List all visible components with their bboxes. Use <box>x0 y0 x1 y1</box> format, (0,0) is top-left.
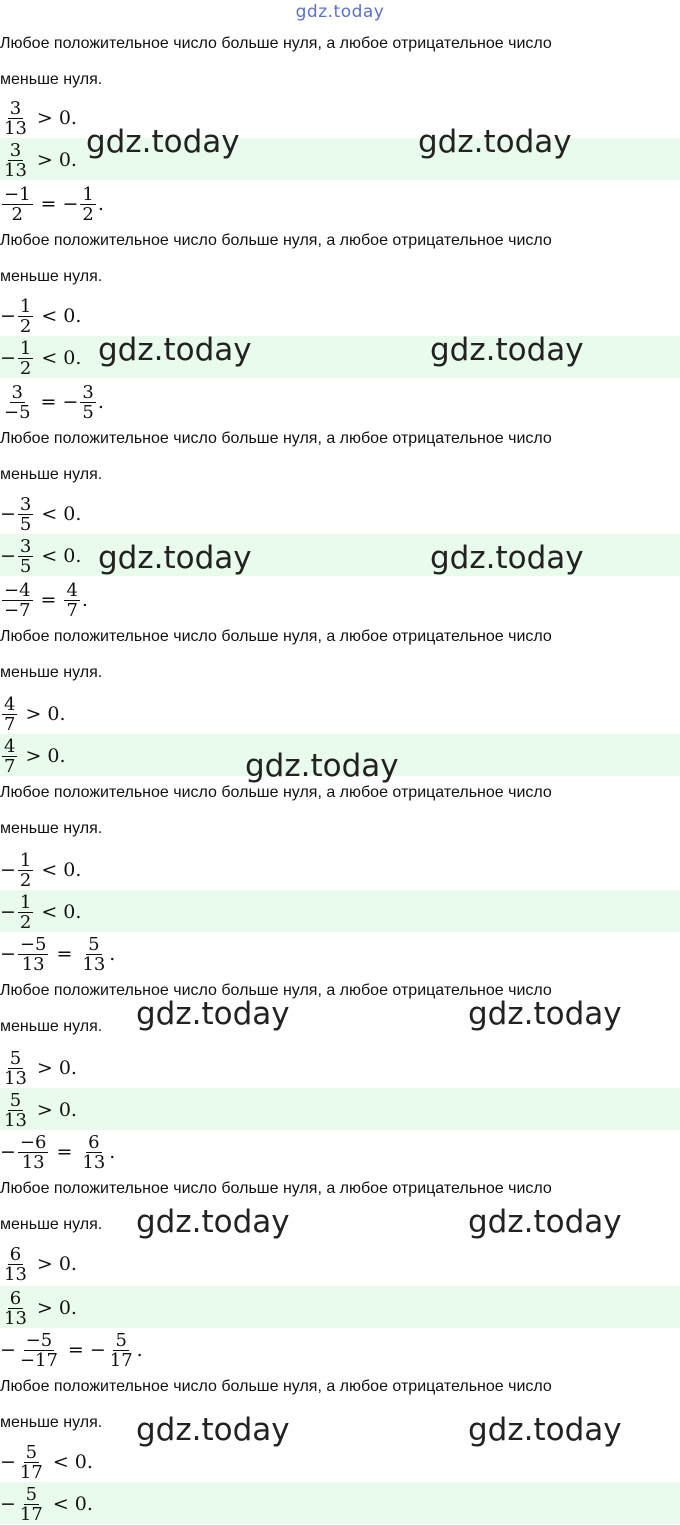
answer-comparison: $\frac{4}{7}$ > 0. <box>4 735 66 777</box>
watermark: gdz.today <box>245 748 399 784</box>
watermark: gdz.today <box>430 540 584 576</box>
watermark: gdz.today <box>468 996 622 1032</box>
rule-text: Любое положительное число больше нуля, а любое отрицательное число <box>0 1378 552 1395</box>
rule-text: Любое положительное число больше нуля, а любое отрицательное число <box>0 628 552 645</box>
rule-text: меньше нуля. <box>0 71 103 88</box>
watermark: gdz.today <box>468 1412 622 1448</box>
answer-comparison: − $\frac{5}{17}$ < 0. <box>0 1483 93 1525</box>
comparison: $\frac{4}{7}$ > 0. <box>4 693 66 735</box>
site-logo[interactable]: gdz.today <box>295 2 385 22</box>
rule-text: меньше нуля. <box>0 466 103 483</box>
comparison: − $\frac{5}{17}$ < 0. <box>0 1441 93 1483</box>
comparison: $\frac{5}{13}$ > 0. <box>4 1047 77 1089</box>
rule-text: Любое положительное число больше нуля, а любое отрицательное число <box>0 232 552 249</box>
comparison: $\frac{3}{13}$ > 0. <box>4 97 77 139</box>
watermark: gdz.today <box>86 124 240 160</box>
rule-text: Любое положительное число больше нуля, а любое отрицательное число <box>0 1180 552 1197</box>
answer-comparison: $\frac{5}{13}$ > 0. <box>4 1089 77 1131</box>
comparison: $\frac{6}{13}$ > 0. <box>4 1243 77 1285</box>
comparison: − $\frac{3}{5}$ < 0. <box>0 493 82 535</box>
answer-comparison: $\frac{6}{13}$ > 0. <box>4 1287 77 1329</box>
rule-text: меньше нуля. <box>0 1414 103 1431</box>
rule-text: Любое положительное число больше нуля, а любое отрицательное число <box>0 784 552 801</box>
rule-text: Любое положительное число больше нуля, а любое отрицательное число <box>0 35 552 52</box>
fraction-equation: − $\frac{-5}{13}$ = $\frac{5}{13}$ . <box>0 933 116 975</box>
rule-text: меньше нуля. <box>0 1018 103 1035</box>
rule-text: Любое положительное число больше нуля, а любое отрицательное число <box>0 982 552 999</box>
fraction-equation: $\frac{-1}{2}$ = − $\frac{1}{2}$ . <box>4 183 104 225</box>
rule-text: меньше нуля. <box>0 820 103 837</box>
fraction-equation: − $\frac{-6}{13}$ = $\frac{6}{13}$ . <box>0 1131 116 1173</box>
comparison: − $\frac{1}{2}$ < 0. <box>0 295 82 337</box>
answer-highlight <box>0 890 680 932</box>
watermark: gdz.today <box>430 332 584 368</box>
watermark: gdz.today <box>136 996 290 1032</box>
rule-text: меньше нуля. <box>0 268 103 285</box>
fraction-equation: $\frac{3}{-5}$ = − $\frac{3}{5}$ . <box>4 381 104 423</box>
answer-comparison: − $\frac{1}{2}$ < 0. <box>0 337 82 379</box>
answer-comparison: − $\frac{1}{2}$ < 0. <box>0 891 82 933</box>
answer-comparison: $\frac{3}{13}$ > 0. <box>4 139 77 181</box>
answer-highlight <box>0 1482 680 1524</box>
watermark: gdz.today <box>98 540 252 576</box>
answer-comparison: − $\frac{3}{5}$ < 0. <box>0 535 82 577</box>
comparison: − $\frac{1}{2}$ < 0. <box>0 849 82 891</box>
fraction-equation: − $\frac{-5}{-17}$ = − $\frac{5}{17}$ . <box>0 1329 143 1371</box>
watermark: gdz.today <box>136 1204 290 1240</box>
rule-text: Любое положительное число больше нуля, а любое отрицательное число <box>0 430 552 447</box>
fraction-equation: $\frac{-4}{-7}$ = $\frac{4}{7}$ . <box>4 579 88 621</box>
watermark: gdz.today <box>468 1204 622 1240</box>
watermark: gdz.today <box>418 124 572 160</box>
rule-text: меньше нуля. <box>0 664 103 681</box>
rule-text: меньше нуля. <box>0 1216 103 1233</box>
watermark: gdz.today <box>136 1412 290 1448</box>
watermark: gdz.today <box>98 332 252 368</box>
answer-highlight <box>0 1088 680 1130</box>
answer-highlight <box>0 1286 680 1328</box>
